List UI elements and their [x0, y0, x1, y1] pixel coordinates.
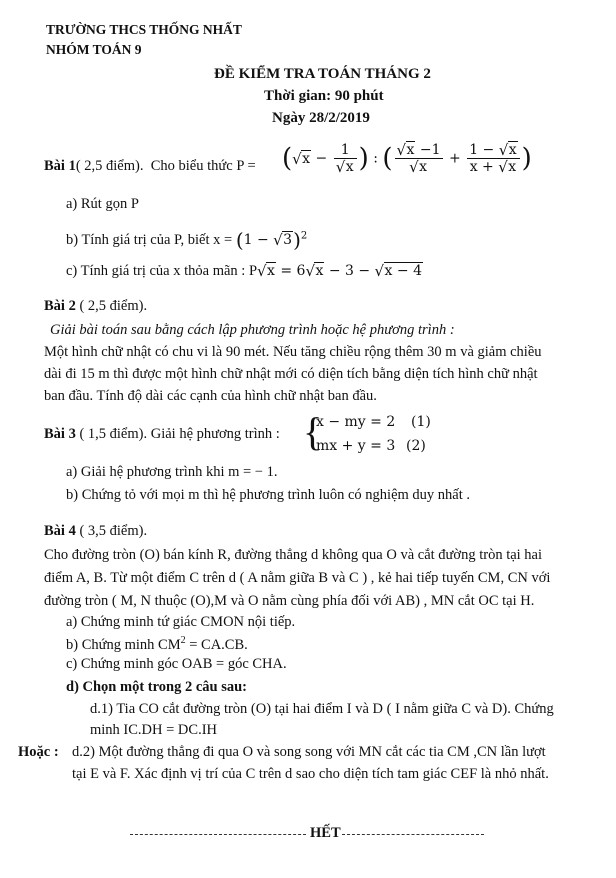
bai1-b-expr: (1 − √ 3)$^2$: [236, 232, 307, 248]
bai1-a: a) Rút gọn P: [66, 196, 139, 212]
bai1-expression: (√ x − 1 √ x ) : ( √ x −1 √ x + $\frac{1 - √ x}{x + √ x}$ ): [282, 142, 532, 175]
bai4-a: a) Chứng minh tứ giác CMON nội tiếp.: [66, 614, 296, 630]
bai2-points: ( 2,5 điểm).: [75, 298, 148, 314]
bai2-label: Bài 2: [44, 298, 76, 314]
bai1-c: [66, 263, 423, 280]
bai3-b: b) Chứng tỏ với mọi m thì hệ phương trình luôn có nghiệm duy nhất .: [66, 487, 470, 503]
bai3-a: a) Giải hệ phương trình khi m = − 1.: [66, 464, 278, 480]
bai2-heading: [44, 298, 147, 315]
bai1-heading: [44, 158, 256, 175]
bai2-instruction: Giải bài toán sau bằng cách lập phương trình hoặc hệ phương trình :: [50, 322, 455, 338]
bai4-d1-line2: minh IC.DH = DC.IH: [90, 722, 217, 738]
bai1-label: Bài 1: [44, 158, 76, 174]
bai4-hoac: Hoặc :: [18, 744, 59, 760]
bai1-intro: Cho biểu thức P =: [150, 158, 256, 174]
exam-date: Ngày 28/2/2019: [272, 110, 370, 126]
bai3-points: ( 1,5 điểm). Giải hệ phương trình :: [75, 426, 280, 442]
exam-time: Thời gian: 90 phút: [264, 88, 384, 104]
bai4-d2-line2: tại E và F. Xác định vị trí của C trên d sao cho diện tích tam giác CEF là nhỏ nhất.: [72, 766, 549, 782]
bai4-d2-line1: d.2) Một đường thẳng đi qua O và song song với MN cắt các tia CM ,CN lần lượt: [72, 744, 546, 760]
school-name: TRƯỜNG THCS THỐNG NHẤT: [46, 22, 242, 37]
bai4-c: c) Chứng minh góc OAB = góc CHA.: [66, 656, 287, 672]
bai4-line1: Cho đường tròn (O) bán kính R, đường thẳng d không qua O và cắt đường tròn tại hai: [44, 547, 543, 563]
group-name: NHÓM TOÁN 9: [46, 42, 142, 57]
bai3-eq1-num: (1): [411, 414, 431, 430]
bai1-b: [66, 228, 307, 252]
bai4-line2: điểm A, B. Từ một điểm C trên d ( A nằm giữa B và C ) , kẻ hai tiếp tuyến CM, CN với: [44, 570, 551, 586]
bai4-b-post: = CA.CB.: [185, 636, 248, 653]
bai2-line2: dài đi 15 m thì được một hình chữ nhật mới có diện tích bằng diện tích hình chữ nhật: [44, 366, 538, 382]
bai3-eq2-num: (2): [406, 438, 426, 454]
bai1-points: ( 2,5 điểm).: [75, 158, 144, 174]
bai4-d1-line1: d.1) Tia CO cắt đường tròn (O) tại hai điểm I và D ( I nằm giữa C và D). Chứng: [90, 701, 554, 717]
bai4-b-pre: b) Chứng minh CM: [66, 636, 181, 653]
bai1-c-text: c) Tính giá trị của x thỏa mãn : P: [66, 263, 258, 279]
bai3-eq1: x − my = 2: [316, 414, 396, 430]
exam-title: ĐỀ KIỂM TRA TOÁN THÁNG 2: [214, 66, 431, 82]
bai4-points: ( 3,5 điểm).: [75, 523, 148, 539]
bai1-b-text: b) Tính giá trị của P, biết x =: [66, 232, 233, 248]
bai4-d: d) Chọn một trong 2 câu sau:: [66, 679, 248, 695]
bai4-b-sup: 2: [180, 635, 186, 646]
bai4-heading: [44, 523, 147, 540]
bai4-b: [66, 635, 248, 654]
footer-divider-left: [130, 834, 306, 835]
bai4-line3: đường tròn ( M, N thuộc (O),M và O nằm cùng phía đối với AB) , MN cắt OC tại H.: [44, 593, 535, 609]
system-brace: {: [303, 409, 323, 454]
bai3-eq2: mx + y = 3: [316, 438, 396, 454]
bai3-label: Bài 3: [44, 426, 76, 442]
bai4-label: Bài 4: [44, 523, 76, 539]
end-marker: HẾT: [310, 825, 341, 841]
bai3-heading: [44, 426, 280, 443]
bai2-line3: ban đầu. Tính độ dài các cạnh của hình chữ nhật ban đầu.: [44, 388, 377, 404]
footer-divider-right: [342, 834, 484, 835]
bai1-c-expr: √ x = 6√ x − 3 − √ x − 4: [257, 263, 423, 279]
bai2-line1: Một hình chữ nhật có chu vi là 90 mét. Nếu tăng chiều rộng thêm 30 m và giảm chiều: [44, 344, 542, 360]
